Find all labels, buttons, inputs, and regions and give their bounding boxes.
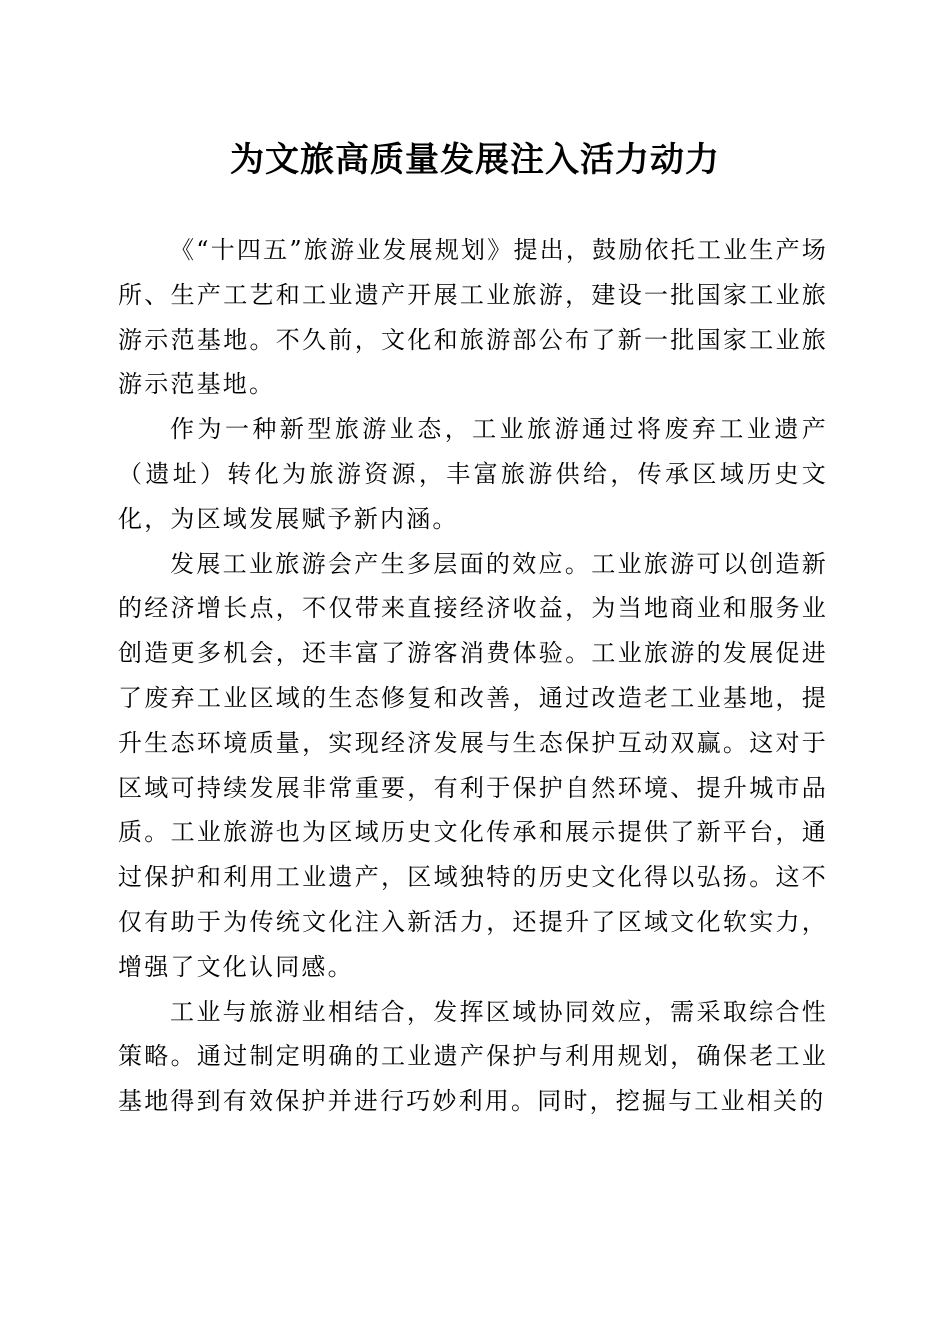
paragraph-3: 发展工业旅游会产生多层面的效应。工业旅游可以创造新的经济增长点，不仅带来直接经济收益，为当地商业和服务业创造更多机会，还丰富了游客消费体验。工业旅游的发展促进了废弃工业区域的生态修复和改善，通过改造老工业基地，提升生态环境质量，实现经济发展与生态保护互动双赢。这对于区域可持续发展非常重要，有利于保护自然环境、提升城市品质。工业旅游也为区域历史文化传承和展示提供了新平台，通过保护和利用工业遗产，区域独特的历史文化得以弘扬。这不仅有助于为传统文化注入新活力，还提升了区域文化软实力，增强了文化认同感。 <box>118 549 828 981</box>
paragraph-4: 工业与旅游业相结合，发挥区域协同效应，需采取综合性策略。通过制定明确的工业遗产保护与利用规划，确保老工业基地得到有效保护并进行巧妙利用。同时，挖掘与工业相关的 <box>118 997 828 1116</box>
paragraph-2: 作为一种新型旅游业态，工业旅游通过将废弃工业遗产（遗址）转化为旅游资源，丰富旅游供给，传承区域历史文化，为区域发展赋予新内涵。 <box>118 415 828 533</box>
paragraph-1: 《“十四五”旅游业发展规划》提出，鼓励依托工业生产场所、生产工艺和工业遗产开展工业旅游，建设一批国家工业旅游示范基地。不久前，文化和旅游部公布了新一批国家工业旅游示范基地。 <box>118 236 828 399</box>
article-title: 为文旅高质量发展注入活力动力 <box>230 140 720 180</box>
article-body <box>118 228 828 1124</box>
